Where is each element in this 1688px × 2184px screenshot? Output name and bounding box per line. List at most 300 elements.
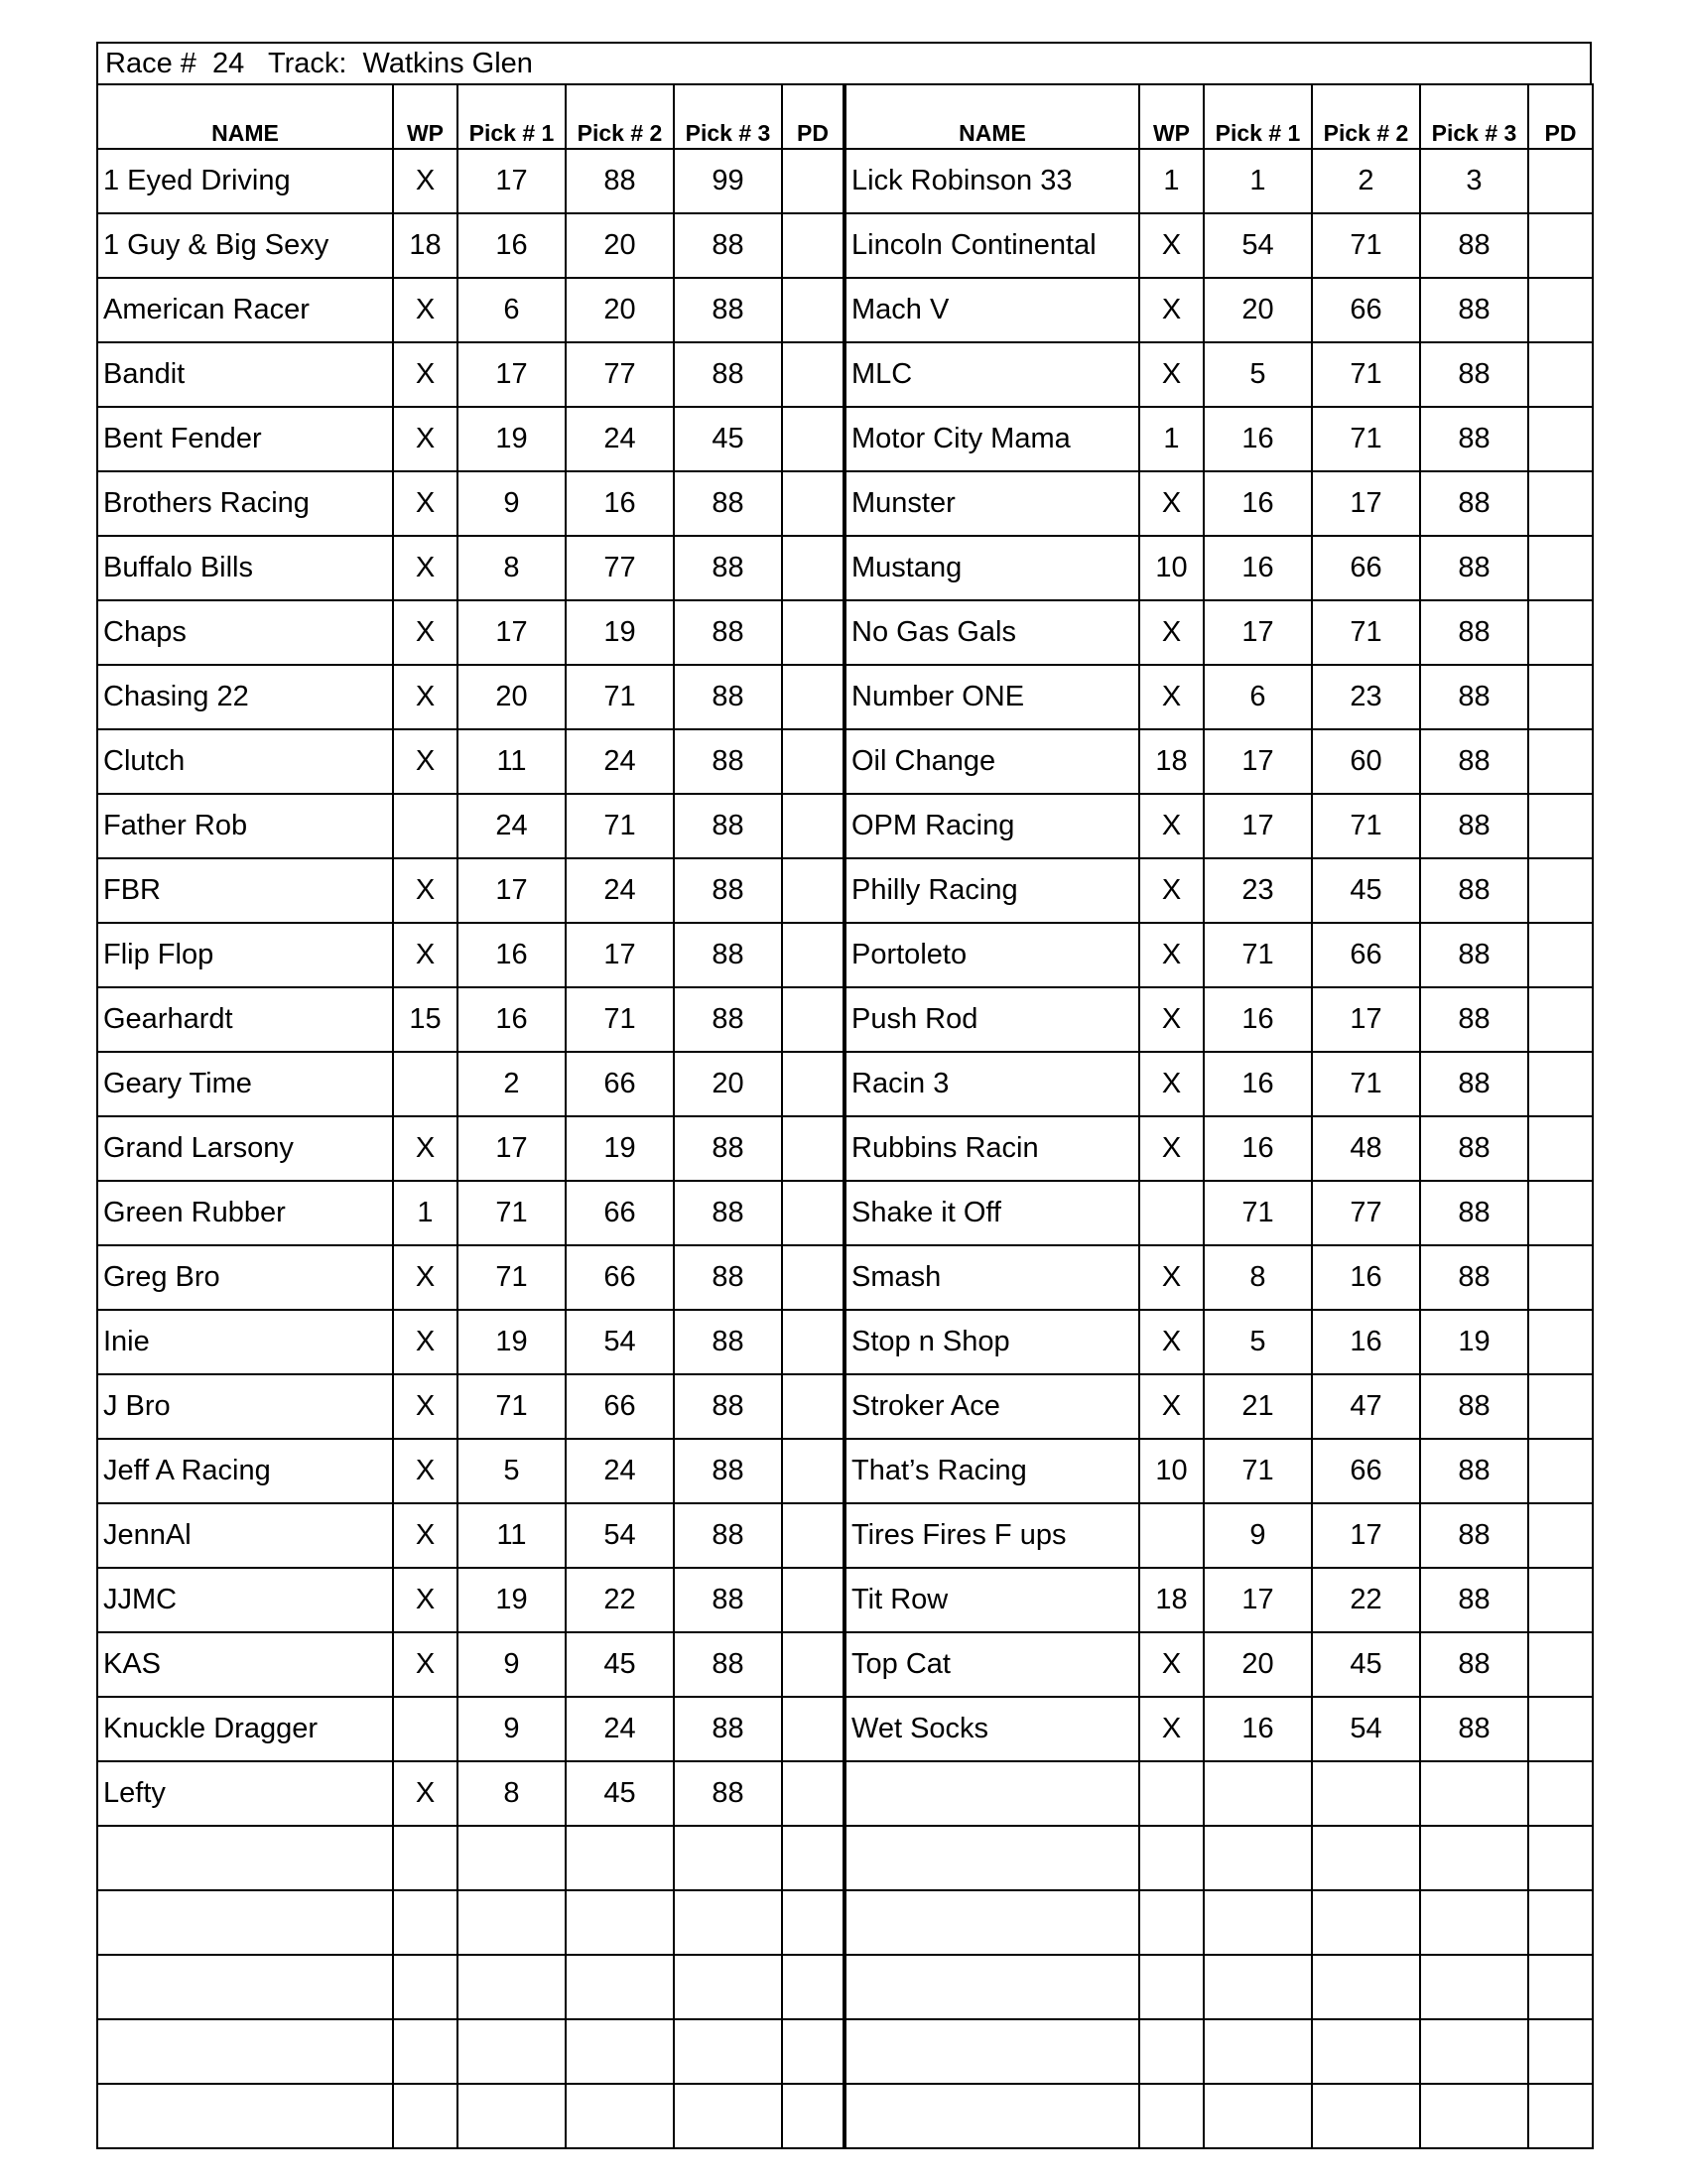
table-row bbox=[97, 1568, 1593, 1632]
left-pick1-cell: 19 bbox=[457, 1568, 566, 1632]
left-name-cell bbox=[97, 1890, 393, 1955]
left-name-cell: Geary Time bbox=[97, 1052, 393, 1116]
left-pick3-cell: 88 bbox=[674, 1568, 782, 1632]
left-pick1-cell: 8 bbox=[457, 536, 566, 600]
table-row bbox=[97, 213, 1593, 278]
col-pick1-right: Pick # 1 bbox=[1204, 84, 1312, 149]
right-pd-cell bbox=[1528, 471, 1593, 536]
right-pick3-cell: 88 bbox=[1420, 923, 1528, 987]
right-pd-cell bbox=[1528, 1632, 1593, 1697]
left-pd-cell bbox=[782, 213, 844, 278]
left-wp-cell: X bbox=[393, 923, 457, 987]
left-wp-cell: X bbox=[393, 1503, 457, 1568]
right-wp-cell: X bbox=[1139, 278, 1204, 342]
left-pick2-cell: 16 bbox=[566, 471, 674, 536]
left-pick1-cell: 17 bbox=[457, 858, 566, 923]
right-wp-cell bbox=[1139, 1503, 1204, 1568]
left-name-cell: 1 Guy & Big Sexy bbox=[97, 213, 393, 278]
left-pd-cell bbox=[782, 1503, 844, 1568]
right-pd-cell bbox=[1528, 342, 1593, 407]
left-pick1-cell: 5 bbox=[457, 1439, 566, 1503]
right-wp-cell bbox=[1139, 2019, 1204, 2084]
left-name-cell: 1 Eyed Driving bbox=[97, 149, 393, 213]
right-pick1-cell: 17 bbox=[1204, 1568, 1312, 1632]
left-pick1-cell: 8 bbox=[457, 1761, 566, 1826]
right-wp-cell: 10 bbox=[1139, 1439, 1204, 1503]
right-pd-cell bbox=[1528, 987, 1593, 1052]
right-name-cell: Racin 3 bbox=[844, 1052, 1139, 1116]
right-wp-cell: X bbox=[1139, 213, 1204, 278]
left-pick2-cell: 24 bbox=[566, 1697, 674, 1761]
left-pick2-cell bbox=[566, 1890, 674, 1955]
left-pick3-cell: 88 bbox=[674, 1697, 782, 1761]
left-pick2-cell: 45 bbox=[566, 1632, 674, 1697]
right-pd-cell bbox=[1528, 794, 1593, 858]
right-pick2-cell: 23 bbox=[1312, 665, 1420, 729]
right-name-cell: Motor City Mama bbox=[844, 407, 1139, 471]
right-wp-cell: X bbox=[1139, 858, 1204, 923]
right-pick2-cell: 60 bbox=[1312, 729, 1420, 794]
left-pick1-cell: 71 bbox=[457, 1245, 566, 1310]
left-pd-cell bbox=[782, 278, 844, 342]
left-pick2-cell: 19 bbox=[566, 1116, 674, 1181]
right-pick2-cell bbox=[1312, 1955, 1420, 2019]
right-pick2-cell: 71 bbox=[1312, 1052, 1420, 1116]
left-pd-cell bbox=[782, 471, 844, 536]
left-pick2-cell: 20 bbox=[566, 213, 674, 278]
right-pick1-cell: 17 bbox=[1204, 729, 1312, 794]
right-pick3-cell: 88 bbox=[1420, 729, 1528, 794]
table-row bbox=[97, 1374, 1593, 1439]
right-wp-cell bbox=[1139, 1761, 1204, 1826]
left-wp-cell: X bbox=[393, 1439, 457, 1503]
table-row bbox=[97, 536, 1593, 600]
left-pick3-cell bbox=[674, 2019, 782, 2084]
col-pick3-right: Pick # 3 bbox=[1420, 84, 1528, 149]
right-pd-cell bbox=[1528, 600, 1593, 665]
left-pick2-cell: 20 bbox=[566, 278, 674, 342]
left-name-cell: Greg Bro bbox=[97, 1245, 393, 1310]
right-wp-cell bbox=[1139, 2084, 1204, 2148]
left-name-cell bbox=[97, 1955, 393, 2019]
right-pick2-cell: 71 bbox=[1312, 342, 1420, 407]
right-pd-cell bbox=[1528, 278, 1593, 342]
left-pick2-cell: 66 bbox=[566, 1052, 674, 1116]
left-name-cell bbox=[97, 2019, 393, 2084]
right-pd-cell bbox=[1528, 1955, 1593, 2019]
left-wp-cell bbox=[393, 1826, 457, 1890]
right-wp-cell bbox=[1139, 1181, 1204, 1245]
right-pick3-cell: 88 bbox=[1420, 1697, 1528, 1761]
col-pick1-left: Pick # 1 bbox=[457, 84, 566, 149]
right-name-cell: Shake it Off bbox=[844, 1181, 1139, 1245]
right-pick3-cell bbox=[1420, 1826, 1528, 1890]
table-row bbox=[97, 729, 1593, 794]
left-pick1-cell bbox=[457, 1826, 566, 1890]
right-pick2-cell: 17 bbox=[1312, 1503, 1420, 1568]
left-pd-cell bbox=[782, 1439, 844, 1503]
right-pick1-cell: 16 bbox=[1204, 471, 1312, 536]
table-row bbox=[97, 342, 1593, 407]
table-row bbox=[97, 665, 1593, 729]
left-pick3-cell: 88 bbox=[674, 1181, 782, 1245]
right-pd-cell bbox=[1528, 923, 1593, 987]
right-pick3-cell: 88 bbox=[1420, 1181, 1528, 1245]
left-pick1-cell: 2 bbox=[457, 1052, 566, 1116]
left-wp-cell: 18 bbox=[393, 213, 457, 278]
right-wp-cell: X bbox=[1139, 665, 1204, 729]
left-pd-cell bbox=[782, 987, 844, 1052]
left-pick1-cell: 9 bbox=[457, 471, 566, 536]
left-pick1-cell bbox=[457, 2019, 566, 2084]
left-pick3-cell bbox=[674, 1955, 782, 2019]
left-pd-cell bbox=[782, 1761, 844, 1826]
right-name-cell: Lick Robinson 33 bbox=[844, 149, 1139, 213]
right-name-cell bbox=[844, 1890, 1139, 1955]
left-pick1-cell: 17 bbox=[457, 149, 566, 213]
table-row bbox=[97, 1890, 1593, 1955]
right-pick2-cell: 16 bbox=[1312, 1245, 1420, 1310]
table-row bbox=[97, 1761, 1593, 1826]
left-pick1-cell bbox=[457, 1955, 566, 2019]
left-pick1-cell: 17 bbox=[457, 1116, 566, 1181]
table-row bbox=[97, 1052, 1593, 1116]
right-pd-cell bbox=[1528, 1181, 1593, 1245]
left-pick3-cell: 88 bbox=[674, 1632, 782, 1697]
left-pick3-cell: 99 bbox=[674, 149, 782, 213]
right-pick1-cell bbox=[1204, 1955, 1312, 2019]
right-pick3-cell: 88 bbox=[1420, 1052, 1528, 1116]
left-name-cell: JennAl bbox=[97, 1503, 393, 1568]
left-pick1-cell: 11 bbox=[457, 729, 566, 794]
table-row bbox=[97, 407, 1593, 471]
left-pd-cell bbox=[782, 858, 844, 923]
left-pd-cell bbox=[782, 1890, 844, 1955]
race-sheet bbox=[96, 42, 1592, 2149]
left-name-cell: Father Rob bbox=[97, 794, 393, 858]
right-pick2-cell: 71 bbox=[1312, 407, 1420, 471]
table-row bbox=[97, 149, 1593, 213]
left-wp-cell: X bbox=[393, 1761, 457, 1826]
right-pick1-cell: 71 bbox=[1204, 1181, 1312, 1245]
left-pd-cell bbox=[782, 2084, 844, 2148]
left-wp-cell: X bbox=[393, 665, 457, 729]
table-row bbox=[97, 1955, 1593, 2019]
left-name-cell: Chaps bbox=[97, 600, 393, 665]
right-pick2-cell: 66 bbox=[1312, 278, 1420, 342]
left-pd-cell bbox=[782, 1374, 844, 1439]
left-pick1-cell: 19 bbox=[457, 1310, 566, 1374]
left-pick1-cell: 16 bbox=[457, 923, 566, 987]
table-row bbox=[97, 794, 1593, 858]
right-pick1-cell: 16 bbox=[1204, 536, 1312, 600]
right-wp-cell: X bbox=[1139, 1632, 1204, 1697]
right-pick1-cell: 8 bbox=[1204, 1245, 1312, 1310]
col-pd-right: PD bbox=[1528, 84, 1593, 149]
left-wp-cell: X bbox=[393, 1116, 457, 1181]
left-name-cell: Lefty bbox=[97, 1761, 393, 1826]
left-pick3-cell: 88 bbox=[674, 1245, 782, 1310]
right-pick1-cell: 5 bbox=[1204, 342, 1312, 407]
table-row bbox=[97, 1632, 1593, 1697]
left-pick3-cell: 88 bbox=[674, 1116, 782, 1181]
left-pick1-cell bbox=[457, 1890, 566, 1955]
col-name-left: NAME bbox=[97, 84, 393, 149]
right-pick1-cell: 16 bbox=[1204, 1697, 1312, 1761]
left-wp-cell: X bbox=[393, 1568, 457, 1632]
left-name-cell: Clutch bbox=[97, 729, 393, 794]
right-wp-cell bbox=[1139, 1890, 1204, 1955]
left-wp-cell: X bbox=[393, 149, 457, 213]
table-row bbox=[97, 1439, 1593, 1503]
right-name-cell: Rubbins Racin bbox=[844, 1116, 1139, 1181]
right-pd-cell bbox=[1528, 1374, 1593, 1439]
right-name-cell: Tires Fires F ups bbox=[844, 1503, 1139, 1568]
right-name-cell bbox=[844, 2084, 1139, 2148]
right-pd-cell bbox=[1528, 536, 1593, 600]
right-pick3-cell: 88 bbox=[1420, 536, 1528, 600]
left-pd-cell bbox=[782, 1568, 844, 1632]
right-pick3-cell: 88 bbox=[1420, 1568, 1528, 1632]
right-pick1-cell: 5 bbox=[1204, 1310, 1312, 1374]
race-header bbox=[96, 42, 1592, 83]
table-row bbox=[97, 858, 1593, 923]
right-name-cell: Push Rod bbox=[844, 987, 1139, 1052]
right-pick3-cell bbox=[1420, 1955, 1528, 2019]
right-pd-cell bbox=[1528, 1116, 1593, 1181]
right-pick2-cell: 77 bbox=[1312, 1181, 1420, 1245]
left-pick2-cell bbox=[566, 1826, 674, 1890]
left-name-cell: American Racer bbox=[97, 278, 393, 342]
left-name-cell: Inie bbox=[97, 1310, 393, 1374]
right-pick1-cell: 71 bbox=[1204, 923, 1312, 987]
right-pd-cell bbox=[1528, 213, 1593, 278]
right-name-cell bbox=[844, 2019, 1139, 2084]
right-name-cell: No Gas Gals bbox=[844, 600, 1139, 665]
right-pick2-cell: 45 bbox=[1312, 858, 1420, 923]
right-pick2-cell: 45 bbox=[1312, 1632, 1420, 1697]
right-pick3-cell: 88 bbox=[1420, 213, 1528, 278]
left-pick3-cell: 88 bbox=[674, 665, 782, 729]
right-pick2-cell: 17 bbox=[1312, 987, 1420, 1052]
table-row bbox=[97, 1826, 1593, 1890]
right-pick3-cell bbox=[1420, 1890, 1528, 1955]
left-pick2-cell: 24 bbox=[566, 729, 674, 794]
right-name-cell: Wet Socks bbox=[844, 1697, 1139, 1761]
left-pd-cell bbox=[782, 1245, 844, 1310]
left-name-cell: Jeff A Racing bbox=[97, 1439, 393, 1503]
left-pick3-cell bbox=[674, 1890, 782, 1955]
right-pd-cell bbox=[1528, 1503, 1593, 1568]
right-pick3-cell: 88 bbox=[1420, 987, 1528, 1052]
right-pick1-cell: 6 bbox=[1204, 665, 1312, 729]
right-wp-cell: 1 bbox=[1139, 407, 1204, 471]
left-pick2-cell: 54 bbox=[566, 1310, 674, 1374]
left-name-cell: Gearhardt bbox=[97, 987, 393, 1052]
table-row bbox=[97, 1310, 1593, 1374]
col-wp-left: WP bbox=[393, 84, 457, 149]
right-name-cell bbox=[844, 1761, 1139, 1826]
left-wp-cell bbox=[393, 1890, 457, 1955]
right-wp-cell: 1 bbox=[1139, 149, 1204, 213]
left-pick3-cell: 88 bbox=[674, 536, 782, 600]
left-pick2-cell: 19 bbox=[566, 600, 674, 665]
left-wp-cell bbox=[393, 1955, 457, 2019]
right-pick1-cell: 16 bbox=[1204, 407, 1312, 471]
left-name-cell: Flip Flop bbox=[97, 923, 393, 987]
right-name-cell: Munster bbox=[844, 471, 1139, 536]
left-pick2-cell: 24 bbox=[566, 858, 674, 923]
left-wp-cell: 15 bbox=[393, 987, 457, 1052]
right-pick2-cell bbox=[1312, 1761, 1420, 1826]
table-row bbox=[97, 1697, 1593, 1761]
left-name-cell: Brothers Racing bbox=[97, 471, 393, 536]
right-pick3-cell: 88 bbox=[1420, 1632, 1528, 1697]
right-pick1-cell: 17 bbox=[1204, 600, 1312, 665]
left-pd-cell bbox=[782, 1697, 844, 1761]
table-row bbox=[97, 2019, 1593, 2084]
left-pick3-cell: 88 bbox=[674, 278, 782, 342]
left-pick1-cell: 11 bbox=[457, 1503, 566, 1568]
left-pick3-cell: 88 bbox=[674, 600, 782, 665]
right-pick1-cell: 1 bbox=[1204, 149, 1312, 213]
right-pick3-cell: 88 bbox=[1420, 858, 1528, 923]
right-pick2-cell: 54 bbox=[1312, 1697, 1420, 1761]
right-name-cell: Stop n Shop bbox=[844, 1310, 1139, 1374]
right-pick2-cell: 48 bbox=[1312, 1116, 1420, 1181]
right-wp-cell: X bbox=[1139, 1245, 1204, 1310]
table-row bbox=[97, 987, 1593, 1052]
left-wp-cell bbox=[393, 2084, 457, 2148]
left-wp-cell bbox=[393, 1697, 457, 1761]
left-pick3-cell bbox=[674, 2084, 782, 2148]
left-pd-cell bbox=[782, 342, 844, 407]
left-pick3-cell: 88 bbox=[674, 1374, 782, 1439]
left-pick2-cell: 24 bbox=[566, 1439, 674, 1503]
right-wp-cell: X bbox=[1139, 1697, 1204, 1761]
left-pd-cell bbox=[782, 536, 844, 600]
right-name-cell: Top Cat bbox=[844, 1632, 1139, 1697]
table-row bbox=[97, 1245, 1593, 1310]
left-pick1-cell: 9 bbox=[457, 1697, 566, 1761]
right-pd-cell bbox=[1528, 1697, 1593, 1761]
left-wp-cell: X bbox=[393, 536, 457, 600]
left-name-cell: Bent Fender bbox=[97, 407, 393, 471]
right-pick1-cell bbox=[1204, 2019, 1312, 2084]
left-wp-cell: X bbox=[393, 1245, 457, 1310]
right-pick3-cell bbox=[1420, 2019, 1528, 2084]
right-wp-cell: X bbox=[1139, 987, 1204, 1052]
left-pick1-cell: 19 bbox=[457, 407, 566, 471]
table-row bbox=[97, 1503, 1593, 1568]
right-pick3-cell: 88 bbox=[1420, 342, 1528, 407]
left-wp-cell bbox=[393, 794, 457, 858]
left-name-cell: Grand Larsony bbox=[97, 1116, 393, 1181]
right-pd-cell bbox=[1528, 2019, 1593, 2084]
right-pick2-cell: 71 bbox=[1312, 600, 1420, 665]
right-name-cell: Oil Change bbox=[844, 729, 1139, 794]
right-name-cell: OPM Racing bbox=[844, 794, 1139, 858]
table-row bbox=[97, 471, 1593, 536]
left-pick2-cell: 17 bbox=[566, 923, 674, 987]
left-pick1-cell: 16 bbox=[457, 213, 566, 278]
table-row bbox=[97, 923, 1593, 987]
left-name-cell: J Bro bbox=[97, 1374, 393, 1439]
left-pick2-cell: 45 bbox=[566, 1761, 674, 1826]
right-pd-cell bbox=[1528, 1890, 1593, 1955]
left-wp-cell bbox=[393, 2019, 457, 2084]
right-pick3-cell: 88 bbox=[1420, 1439, 1528, 1503]
left-wp-cell: X bbox=[393, 407, 457, 471]
left-pick3-cell: 88 bbox=[674, 923, 782, 987]
left-pick3-cell: 88 bbox=[674, 1439, 782, 1503]
left-pick1-cell: 17 bbox=[457, 600, 566, 665]
right-pick3-cell: 88 bbox=[1420, 1503, 1528, 1568]
right-pick3-cell: 19 bbox=[1420, 1310, 1528, 1374]
right-pick3-cell: 88 bbox=[1420, 600, 1528, 665]
left-pick3-cell: 88 bbox=[674, 794, 782, 858]
left-pick2-cell: 71 bbox=[566, 794, 674, 858]
right-pick1-cell: 20 bbox=[1204, 1632, 1312, 1697]
right-pd-cell bbox=[1528, 1439, 1593, 1503]
right-wp-cell: X bbox=[1139, 471, 1204, 536]
right-pick2-cell: 66 bbox=[1312, 536, 1420, 600]
right-pd-cell bbox=[1528, 729, 1593, 794]
right-pick2-cell: 22 bbox=[1312, 1568, 1420, 1632]
right-pd-cell bbox=[1528, 407, 1593, 471]
track-name: Watkins Glen bbox=[362, 48, 533, 79]
right-pick3-cell: 88 bbox=[1420, 1374, 1528, 1439]
right-pick3-cell: 3 bbox=[1420, 149, 1528, 213]
right-pick2-cell bbox=[1312, 1890, 1420, 1955]
right-name-cell: MLC bbox=[844, 342, 1139, 407]
left-name-cell: Chasing 22 bbox=[97, 665, 393, 729]
left-wp-cell: X bbox=[393, 1310, 457, 1374]
left-pick3-cell: 88 bbox=[674, 1310, 782, 1374]
left-name-cell: Knuckle Dragger bbox=[97, 1697, 393, 1761]
right-pick2-cell: 17 bbox=[1312, 471, 1420, 536]
right-pick3-cell bbox=[1420, 1761, 1528, 1826]
left-pd-cell bbox=[782, 1116, 844, 1181]
right-pick1-cell: 21 bbox=[1204, 1374, 1312, 1439]
right-pd-cell bbox=[1528, 1826, 1593, 1890]
right-pick2-cell: 66 bbox=[1312, 923, 1420, 987]
left-pick3-cell: 45 bbox=[674, 407, 782, 471]
race-label: Race # bbox=[105, 48, 196, 79]
right-pick1-cell: 20 bbox=[1204, 278, 1312, 342]
right-name-cell: Mach V bbox=[844, 278, 1139, 342]
right-wp-cell: X bbox=[1139, 794, 1204, 858]
left-pd-cell bbox=[782, 729, 844, 794]
right-pd-cell bbox=[1528, 665, 1593, 729]
left-name-cell: KAS bbox=[97, 1632, 393, 1697]
right-pd-cell bbox=[1528, 2084, 1593, 2148]
right-name-cell bbox=[844, 1826, 1139, 1890]
right-pick2-cell: 71 bbox=[1312, 213, 1420, 278]
left-name-cell: JJMC bbox=[97, 1568, 393, 1632]
right-wp-cell bbox=[1139, 1955, 1204, 2019]
right-pick3-cell: 88 bbox=[1420, 1245, 1528, 1310]
right-pick2-cell bbox=[1312, 1826, 1420, 1890]
left-name-cell bbox=[97, 2084, 393, 2148]
left-pick3-cell: 88 bbox=[674, 987, 782, 1052]
right-pd-cell bbox=[1528, 858, 1593, 923]
left-pick2-cell: 66 bbox=[566, 1245, 674, 1310]
right-pick1-cell: 17 bbox=[1204, 794, 1312, 858]
left-pick3-cell: 88 bbox=[674, 1761, 782, 1826]
left-wp-cell: X bbox=[393, 858, 457, 923]
right-wp-cell: 18 bbox=[1139, 1568, 1204, 1632]
